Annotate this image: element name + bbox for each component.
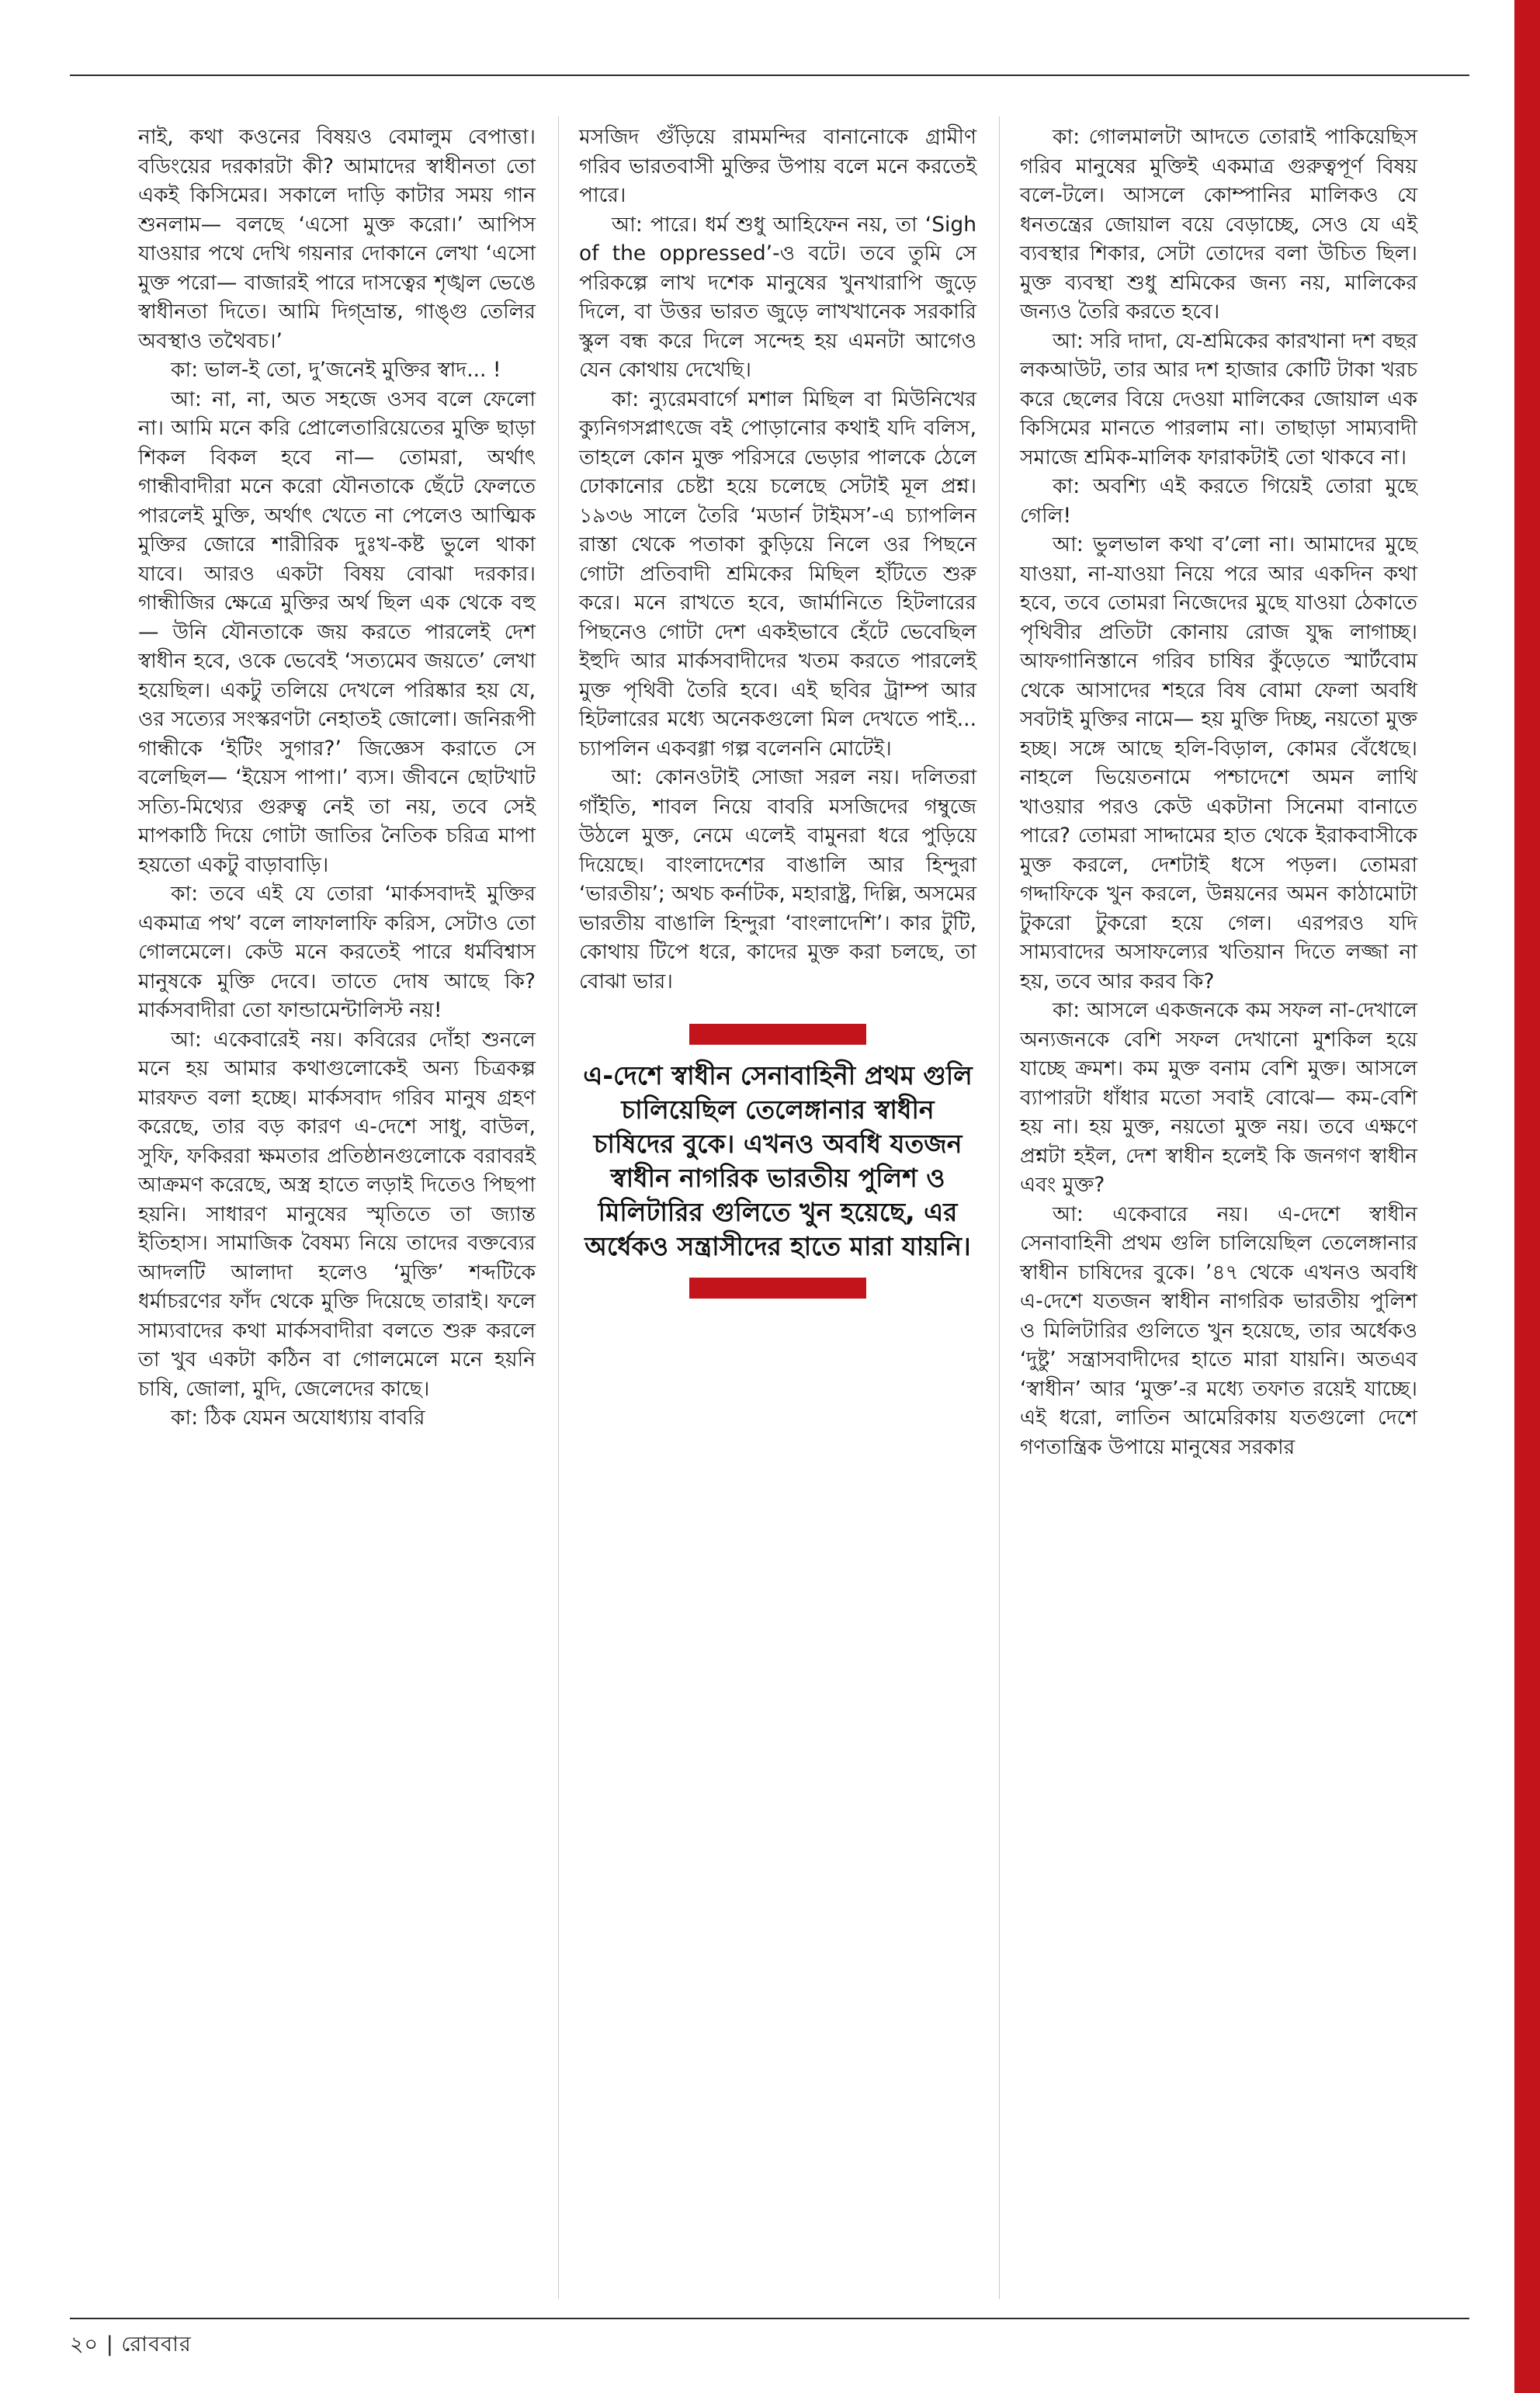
red-edge-strip [1514,0,1540,2393]
paragraph: কা: আসলে একজনকে কম সফল না-দেখালে অন্যজনকে বেশি সফল দেখানো মুশকিল হয়ে যাচ্ছে ক্রমশ। কম মুক্ত বনাম বেশি মুক্ত। আসলে ব্যাপারটা ধাঁধার মতো সবাই বোঝে— কম-বেশি হয় না। হয় মুক্ত, নয়তো মুক্ত নয়। তবে এক্ষণে প্রশ্নটা হইল, দেশ স্বাধীন হলেই কি জনগণ স্বাধীন এবং মুক্ত? [1020,998,1417,1197]
paragraph: কা: গোলমালটা আদতে তোরাই পাকিয়েছিস গরিব মানুষের মুক্তিই একমাত্র গুরুত্বপূর্ণ বিষয় বলে-টলে। আসলে কোম্পানির মালিকও যে ধনতন্ত্রের জোয়াল বয়ে বেড়াচ্ছে, সেও যে এই ব্যবস্থার শিকার, সেটা তোদের বলা উচিত ছিল। মুক্ত ব্যবস্থা শুধু শ্রমিকের জন্য নয়, মালিকের জন্যও তৈরি করতে হবে। [1020,125,1417,324]
paragraph: কা: ঠিক যেমন অযোধ্যায় বাবরি [171,1406,425,1430]
column-middle [579,123,976,1299]
column-right [1020,123,1417,1462]
paragraph: আ: কোনওটাই সোজা সরল নয়। দলিতরা গাঁইতি, শাবল নিয়ে বাবরি মসজিদের গম্বুজে উঠলে মুক্ত, নেমে এলেই বামুনরা ধরে পুড়িয়ে দিয়েছে। বাংলাদেশের বাঙালি আর হিন্দুরা ‘ভারতীয়’; অথচ কর্নাটক, মহারাষ্ট্র, দিল্লি, অসমের ভারতীয় বাঙালি হিন্দুরা ‘বাংলাদেশি’। কার টুটি, কোথায় টিপে ধরে, কাদের মুক্ত করা চলছে, তা বোঝা ভার। [579,765,976,994]
pull-quote-bottom-bar [689,1278,866,1299]
column-divider [558,116,559,2299]
paragraph: আ: না, না, অত সহজে ওসব বলে ফেলো না। আমি মনে করি প্রোলেতারিয়েতের মুক্তি ছাড়া শিকল বিকল হবে না— তোমরা, অর্থাৎ গান্ধীবাদীরা মনে করো যৌনতাকে ছেঁটে ফেলতে পারলেই মুক্তি, অর্থাৎ খেতে না পেলেও আত্মিক মুক্তির জোরে শারীরিক দুঃখ-কষ্ট ভুলে থাকা যাবে। আরও একটা বিষয় বোঝা দরকার। গান্ধীজির ক্ষেত্রে মুক্তির অর্থ ছিল এক থেকে বহু— উনি যৌনতাকে জয় করতে পারলেই দেশ স্বাধীন হবে, ওকে ভেবেই ‘সত্যমেব জয়তে’ লেখা হয়েছিল। একটু তলিয়ে দেখলে পরিষ্কার হয় যে, ওর সত্যের সংস্করণটা নেহাতই জোলো। জনিরূপী গান্ধীকে ‘ইটিং সুগার?’ জিজ্ঞেস করাতে সে বলেছিল— ‘ইয়েস পাপা।’ ব্যস। জীবনে ছোটখাট সত্যি-মিথ্যের গুরুত্ব নেই তা নয়, তবে সেই মাপকাঠি দিয়ে গোটা জাতির নৈতিক চরিত্র মাপা হয়তো একটু বাড়াবাড়ি। [138,387,536,877]
paragraph: কা: অবশ্যি এই করতে গিয়েই তোরা মুছে গেলি! [1020,474,1417,528]
paragraph: আ: একেবারেই নয়। কবিরের দোঁহা শুনলে মনে হয় আমার কথাগুলোকেই অন্য চিত্রকল্প মারফত বলা হচ্ছে। মার্কসবাদ গরিব মানুষ গ্রহণ করেছে, তার বড় কারণ এ-দেশে সাধু, বাউল, সুফি, ফকিররা ক্ষমতার প্রতিষ্ঠানগুলোকে বরাবরই আক্রমণ করেছে, অস্ত্র হাতে লড়াই দিতেও পিছপা হয়নি। সাধারণ মানুষের স্মৃতিতে তা জ্যান্ত ইতিহাস। সামাজিক বৈষম্য নিয়ে তাদের বক্তব্যের আদলটি আলাদা হলেও ‘মুক্তি’ শব্দটিকে ধর্মাচরণের ফাঁদ থেকে মুক্তি দিয়েছে তারাই। ফলে সাম্যবাদের কথা মার্কসবাদীরা বলতে শুরু করলে তা খুব একটা কঠিন বা গোলমেলে মনে হয়নি চাষি, জোলা, মুদি, জেলেদের কাছে। [138,1027,536,1401]
column-left [138,123,536,1433]
paragraph: আ: সরি দাদা, যে-শ্রমিকের কারখানা দশ বছর লকআউট, তার আর দশ হাজার কোটি টাকা খরচ করে ছেলের বিয়ে দেওয়া মালিকের জোয়াল এক কিসিমের মানতে পারলাম না। তাছাড়া সাম্যবাদী সমাজে শ্রমিক-মালিক ফারাকটাই তো থাকবে না। [1020,328,1417,470]
paragraph: আ: ভুলভাল কথা ব’লো না। আমাদের মুছে যাওয়া, না-যাওয়া নিয়ে পরে আর একদিন কথা হবে, তবে তোমরা নিজেদের মুছে যাওয়া ঠেকাতে পৃথিবীর প্রতিটা কোনায় রোজ যুদ্ধ লাগাচ্ছ। আফগানিস্তানে গরিব চাষির কুঁড়েতে স্মার্টবোম থেকে আসাদের শহরে বিষ বোমা ফেলা অবধি সবটাই মুক্তির নামে— হয় মুক্তি দিচ্ছ, নয়তো মুক্ত হচ্ছ। সঙ্গে আছে হলি-বিড়াল, কোমর বেঁধেছে। নাহলে ভিয়েতনামে পশ্চাদেশে অমন লাথি খাওয়ার পরও কেউ একটানা সিনেমা বানাতে পারে? তোমরা সাদ্দামের হাত থেকে ইরাকবাসীকে মুক্ত করলে, দেশটাই ধসে পড়ল। তোমরা গদ্দাফিকে খুন করলে, উন্নয়নের অমন কাঠামোটা টুকরো টুকরো হয়ে গেল। এরপরও যদি সাম্যবাদের অসাফল্যের খতিয়ান দিতে লজ্জা না হয়, তবে আর করব কি? [1020,532,1417,994]
pull-quote [579,1024,976,1299]
paragraph: কা: ন্যুরেমবার্গে মশাল মিছিল বা মিউনিখের ক্যুনিগসপ্লাৎজে বই পোড়ানোর কথাই যদি বলিস, তাহলে কোন মুক্ত পরিসরে ভেড়ার পালকে ঠেলে ঢোকানোর চেষ্টা হয়ে চলেছে সেটাই মূল প্রশ্ন। ১৯৩৬ সালে তৈরি ‘মডার্ন টাইমস’-এ চ্যাপলিন রাস্তা থেকে পতাকা কুড়িয়ে নিলে ওর পিছনে গোটা প্রতিবাদী শ্রমিকের মিছিল হাঁটতে শুরু করে। মনে রাখতে হবে, জার্মানিতে হিটলারের পিছনেও গোটা দেশ একইভাবে হেঁটে ভেবেছিল ইহুদি আর মার্কসবাদীদের খতম করতে পারলেই মুক্ত পৃথিবী তৈরি হবে। এই ছবির ট্রাম্প আর হিটলারের মধ্যে অনেকগুলো মিল দেখতে পাই... চ্যাপলিন একবগ্গা গল্প বলেননি মোটেই। [579,387,976,761]
top-rule [70,75,1469,76]
paragraph: আ: একেবারে নয়। এ-দেশে স্বাধীন সেনাবাহিনী প্রথম গুলি চালিয়েছিল তেলেঙ্গানার স্বাধীন চাষিদের বুকে। ’৪৭ থেকে এখনও অবধি এ-দেশে যতজন স্বাধীন নাগরিক ভারতীয় পুলিশ ও মিলিটারির গুলিতে খুন হয়েছে, তার অর্ধেকও ‘দুষ্টু’ সন্ত্রাসবাদীদের হাতে মারা যায়নি। অতএব ‘স্বাধীন’ আর ‘মুক্ত’-র মধ্যে তফাত রয়েই যাচ্ছে। এই ধরো, লাতিন আমেরিকায় যতগুলো দেশে গণতান্ত্রিক উপায়ে মানুষের সরকার [1020,1202,1417,1459]
paragraph: কা: ভাল-ই তো, দু’জনেই মুক্তির স্বাদ... ! [171,358,501,382]
page-footer [70,2329,192,2364]
column-divider [999,116,1000,2299]
paragraph: মসজিদ গুঁড়িয়ে রামমন্দির বানানোকে গ্রামীণ গরিব ভারতবাসী মুক্তির উপায় বলে মনে করতেই পারে। [579,125,976,207]
paragraph: নাই, কথা কওনের বিষয়ও বেমালুম বেপাত্তা। বডিংয়ের দরকারটা কী? আমাদের স্বাধীনতা তো একই কিসিমের। সকালে দাড়ি কাটার সময় গান শুনলাম— বলছে ‘এসো মুক্ত করো।’ আপিস যাওয়ার পথে দেখি গয়নার দোকানে লেখা ‘এসো মুক্ত পরো— বাজারই পারে দাসত্বের শৃঙ্খল ভেঙে স্বাধীনতা দিতে। আমি দিগ্‌ভ্রান্ত, গাঙ্গু তেলির অবস্থাও তথৈবচ।’ [138,125,536,353]
paragraph: আ: পারে। ধর্ম শুধু আহিফেন নয়, তা ‘Sigh of the oppressed’-ও বটে। তবে তুমি সে পরিকল্পে লাখ দশেক মানুষের খুনখারাপি জুড়ে দিলে, বা উত্তর ভারত জুড়ে লাখখানেক সরকারি স্কুল বন্ধ করে দিলে সন্দেহ হয় এমনটা আগেও যেন কোথায় দেখেছি। [579,212,976,382]
page-number-and-title: ২০ | রোববার [70,2332,192,2357]
pull-quote-text: এ-দেশে স্বাধীন সেনাবাহিনী প্রথম গুলি চালিয়েছিল তেলেঙ্গানার স্বাধীন চাষিদের বুকে। এখনও অবধি যতজন স্বাধীন নাগরিক ভারতীয় পুলিশ ও মিলিটারির গুলিতে খুন হয়েছে, এর অর্ধেকও সন্ত্রাসীদের হাতে মারা যায়নি। [583,1060,973,1261]
bottom-rule [70,2318,1469,2319]
pull-quote-top-bar [689,1024,866,1045]
paragraph: কা: তবে এই যে তোরা ‘মার্কসবাদই মুক্তির একমাত্র পথ’ বলে লাফালাফি করিস, সেটাও তো গোলমেলে। কেউ মনে করতেই পারে ধর্মবিশ্বাস মানুষকে মুক্তি দেবে। তাতে দোষ আছে কি? মার্কসবাদীরা তো ফান্ডামেন্টালিস্ট নয়! [138,882,536,1022]
